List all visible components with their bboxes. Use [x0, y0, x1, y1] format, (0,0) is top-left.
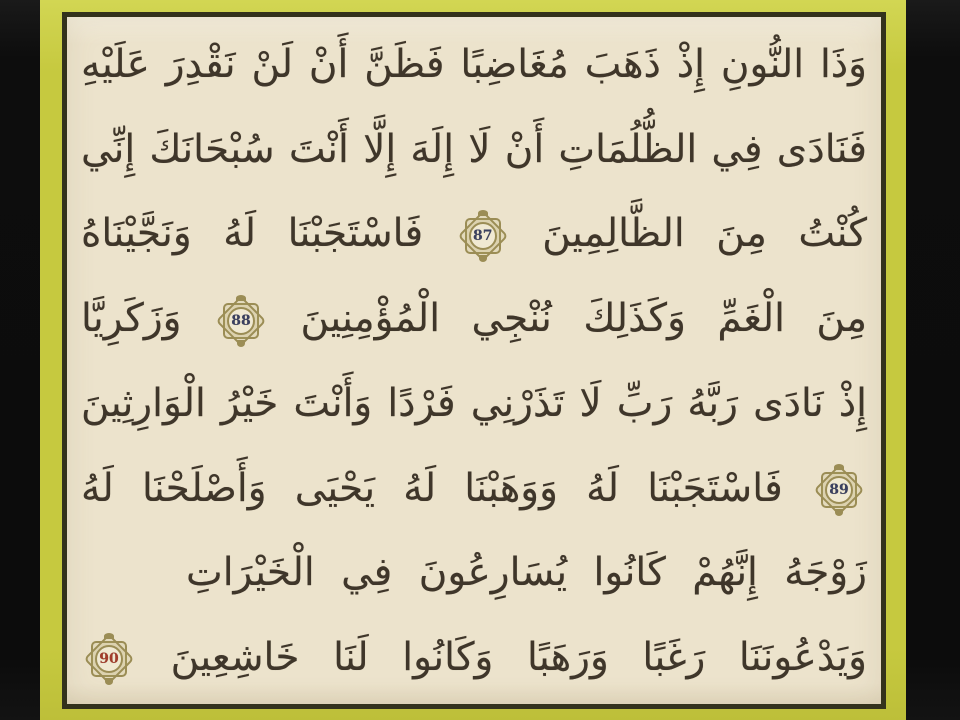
- ayah-text: وَزَكَرِيَّا: [81, 296, 182, 342]
- marker-ornament-icon: [834, 464, 844, 470]
- quran-line: [81, 616, 867, 700]
- ayah-number: 90: [95, 645, 123, 673]
- marker-ornament-icon: [479, 255, 487, 262]
- ayah-number: 88: [227, 307, 255, 335]
- ayah-text: كُنْتُ مِنَ الظَّالِمِينَ: [542, 211, 868, 257]
- ayah-end-marker: [218, 298, 264, 344]
- quran-line: [81, 531, 867, 615]
- marker-ornament-icon: [236, 295, 246, 301]
- quran-line: [81, 192, 867, 276]
- marker-ornament-icon: [104, 633, 114, 639]
- ayah-number: 89: [825, 476, 853, 504]
- right-letterbox-bar: [906, 0, 960, 720]
- quran-text-block: [81, 23, 867, 700]
- ayah-end-marker: [86, 636, 132, 682]
- ayah-text: إِذْ نَادَى رَبَّهُ رَبِّ لَا تَذَرْنِي فَرْدًا وَأَنْتَ خَيْرُ الْوَارِثِينَ: [81, 380, 867, 426]
- ayah-text: وَذَا النُّونِ إِذْ ذَهَبَ مُغَاضِبًا فَظَنَّ أَنْ لَنْ نَقْدِرَ عَلَيْهِ: [81, 42, 867, 87]
- ayah-text: فَاسْتَجَبْنَا لَهُ وَوَهَبْنَا لَهُ يَحْيَى وَأَصْلَحْنَا لَهُ: [81, 465, 783, 511]
- left-letterbox-bar: [0, 0, 40, 720]
- quran-line: [81, 447, 867, 531]
- marker-ornament-icon: [237, 340, 245, 347]
- mushaf-page: [62, 12, 886, 709]
- ayah-end-marker: [460, 213, 506, 259]
- ayah-text: زَوْجَهُ إِنَّهُمْ كَانُوا يُسَارِعُونَ فِي الْخَيْرَاتِ: [186, 550, 867, 596]
- ayah-text: فَاسْتَجَبْنَا لَهُ وَنَجَّيْنَاهُ: [81, 211, 424, 257]
- ayah-text: مِنَ الْغَمِّ وَكَذَلِكَ نُنْجِي الْمُؤْمِنِينَ: [300, 296, 867, 342]
- quran-line: [81, 108, 867, 192]
- marker-ornament-icon: [105, 678, 113, 685]
- ayah-text: فَنَادَى فِي الظُّلُمَاتِ أَنْ لَا إِلَهَ إِلَّا أَنْتَ سُبْحَانَكَ إِنِّي: [81, 126, 867, 172]
- quran-line: [81, 23, 867, 107]
- quran-line: [81, 362, 867, 446]
- ayah-number: 87: [469, 222, 497, 250]
- marker-ornament-icon: [835, 509, 843, 516]
- ayah-text: وَيَدْعُونَنَا رَغَبًا وَرَهَبًا وَكَانُوا لَنَا خَاشِعِينَ: [170, 634, 867, 680]
- quran-line: [81, 277, 867, 361]
- ayah-end-marker: [816, 467, 862, 513]
- marker-ornament-icon: [478, 210, 488, 216]
- mushaf-page-frame: [40, 0, 906, 720]
